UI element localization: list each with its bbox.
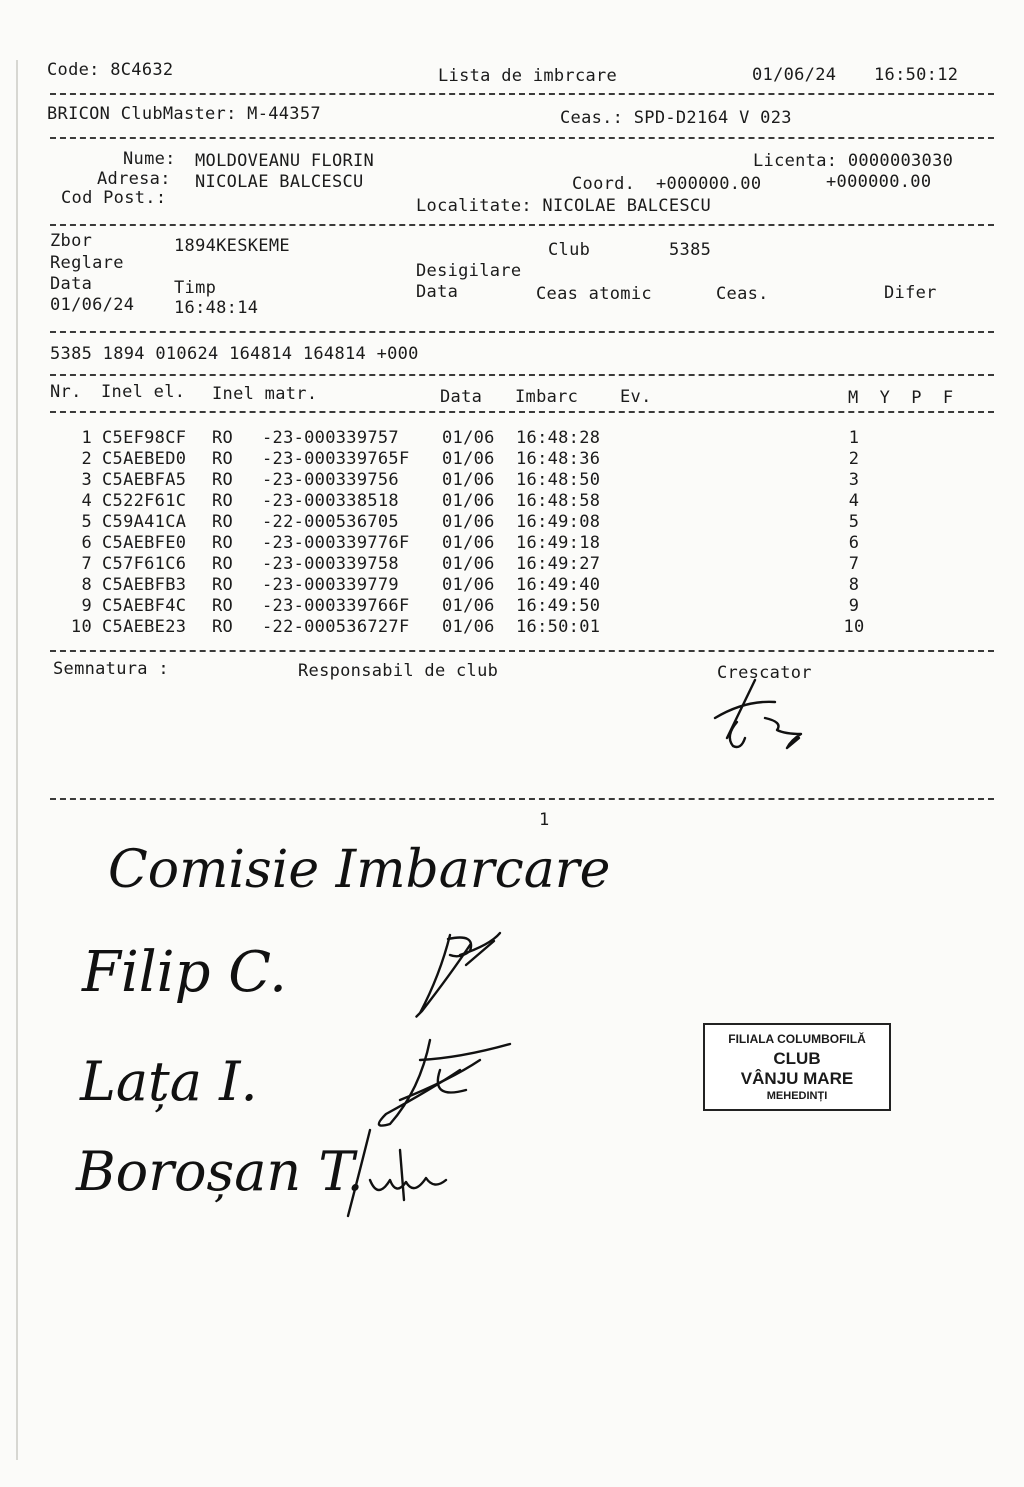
cell-time: 16:49:27 (516, 554, 601, 574)
cell-inel-el: C59A41CA (102, 512, 187, 532)
reglare-time: 16:48:14 (174, 298, 259, 318)
club-number: 5385 (669, 240, 712, 260)
stamp-line-4: MEHEDINȚI (766, 1090, 828, 1102)
cell-inel-el: C5AEBFB3 (102, 575, 187, 595)
cell-m: 9 (848, 596, 860, 616)
cell-time: 16:50:01 (516, 617, 601, 637)
cell-date: 01/06 (442, 512, 495, 532)
document-code: Code: 8C4632 (47, 60, 174, 80)
cell-inel-el: C5AEBE23 (102, 617, 187, 637)
desigilare-date-label: Data (416, 282, 459, 302)
cell-country: RO (212, 491, 234, 511)
cell-country: RO (212, 428, 234, 448)
divider (50, 411, 994, 413)
cell-inel-matr: -23-000339776F (262, 533, 410, 553)
member-3-signature (330, 1120, 460, 1230)
cell-inel-matr: -23-000339757 (262, 428, 399, 448)
cell-nr: 6 (81, 533, 92, 553)
owner-address-label: Adresa: (97, 169, 171, 189)
club-stamp (703, 1023, 891, 1111)
cell-time: 16:49:50 (516, 596, 601, 616)
reglare-label: Reglare (50, 253, 124, 273)
cell-country: RO (212, 470, 234, 490)
locality: Localitate: NICOLAE BALCESCU (416, 196, 711, 216)
reglare-date-label: Data (50, 274, 93, 294)
cell-country: RO (212, 449, 234, 469)
cell-inel-el: C5AEBF4C (102, 596, 187, 616)
col-inel-el: Inel el. (101, 382, 186, 402)
col-imbarc: Imbarc (515, 387, 579, 407)
cell-date: 01/06 (442, 596, 495, 616)
print-date: 01/06/24 (752, 65, 837, 85)
cell-country: RO (212, 596, 234, 616)
document-title: Lista de imbrcare (438, 66, 618, 86)
checksum-line: 5385 1894 010624 164814 164814 +000 (50, 344, 419, 364)
cell-m: 5 (848, 512, 860, 532)
cell-inel-el: C5AEBFA5 (102, 470, 187, 490)
clubmaster-id: BRICON ClubMaster: M-44357 (47, 104, 321, 124)
handwritten-committee-title: Comisie Imbarcare (108, 840, 611, 900)
owner-name: MOLDOVEANU FLORIN (195, 151, 375, 171)
col-ev: Ev. (620, 387, 652, 407)
desigilare-label: Desigilare (416, 261, 522, 281)
cell-country: RO (212, 575, 234, 595)
cell-m: 3 (848, 470, 860, 490)
signature-label: Semnatura : (53, 659, 169, 679)
handwritten-member-3: Boroșan T. (76, 1140, 364, 1203)
cell-time: 16:48:50 (516, 470, 601, 490)
divider (50, 93, 994, 95)
handwritten-member-2: Lața I. (80, 1050, 258, 1113)
handwritten-member-1: Filip C. (82, 940, 287, 1005)
cell-country: RO (212, 554, 234, 574)
cell-time: 16:49:08 (516, 512, 601, 532)
flight-label: Zbor (50, 231, 93, 251)
col-data: Data (440, 387, 483, 407)
cell-inel-matr: -23-000339779 (262, 575, 399, 595)
reglare-date: 01/06/24 (50, 295, 135, 315)
cell-m: 8 (848, 575, 860, 595)
print-time: 16:50:12 (874, 65, 959, 85)
cell-m: 7 (848, 554, 860, 574)
stamp-line-2: CLUB (773, 1049, 821, 1068)
cell-date: 01/06 (442, 533, 495, 553)
coord-y: +000000.00 (826, 172, 932, 192)
cell-date: 01/06 (442, 617, 495, 637)
cell-m: 10 (843, 617, 865, 637)
cell-date: 01/06 (442, 449, 495, 469)
member-1-signature (410, 925, 510, 1025)
page-edge-shadow (16, 60, 18, 1460)
cell-date: 01/06 (442, 470, 495, 490)
divider (50, 374, 994, 376)
cell-m: 4 (848, 491, 860, 511)
divider (50, 224, 994, 226)
stamp-line-1: FILIALA COLUMBOFILĂ (728, 1032, 866, 1046)
divider (50, 798, 994, 800)
cell-country: RO (212, 533, 234, 553)
owner-address: NICOLAE BALCESCU (195, 172, 364, 192)
cell-date: 01/06 (442, 428, 495, 448)
cell-country: RO (212, 512, 234, 532)
cell-nr: 8 (81, 575, 92, 595)
cell-date: 01/06 (442, 554, 495, 574)
cell-inel-matr: -23-000338518 (262, 491, 399, 511)
breeder-signature (715, 678, 815, 753)
cell-nr: 7 (81, 554, 92, 574)
cell-time: 16:49:18 (516, 533, 601, 553)
owner-name-label: Nume: (123, 149, 176, 169)
cell-time: 16:48:58 (516, 491, 601, 511)
cell-inel-el: C522F61C (102, 491, 187, 511)
coord-x: +000000.00 (656, 174, 762, 194)
clock-id: Ceas.: SPD-D2164 V 023 (560, 108, 792, 128)
club-responsible-label: Responsabil de club (298, 661, 499, 681)
reglare-time-label: Timp (174, 278, 217, 298)
atomic-clock-label: Ceas atomic (536, 284, 652, 304)
cell-nr: 3 (81, 470, 92, 490)
stamp-line-3: VÂNJU MARE (740, 1069, 854, 1088)
cell-time: 16:48:28 (516, 428, 601, 448)
divider (50, 650, 994, 652)
cell-inel-matr: -23-000339758 (262, 554, 399, 574)
cell-inel-matr: -23-000339765F (262, 449, 410, 469)
col-nr: Nr. (50, 382, 82, 402)
cell-time: 16:49:40 (516, 575, 601, 595)
cell-inel-matr: -23-000339756 (262, 470, 399, 490)
cell-date: 01/06 (442, 575, 495, 595)
page-number: 1 (539, 810, 550, 830)
clock-label: Ceas. (716, 284, 769, 304)
cell-m: 1 (848, 428, 860, 448)
cell-inel-matr: -23-000339766F (262, 596, 410, 616)
cell-nr: 1 (81, 428, 92, 448)
cell-inel-el: C57F61C6 (102, 554, 187, 574)
flight-code: 1894KESKEME (174, 236, 290, 256)
cell-nr: 4 (81, 491, 92, 511)
breeder-label: Crescator (717, 663, 812, 683)
cell-country: RO (212, 617, 234, 637)
cell-m: 2 (848, 449, 860, 469)
license-number: Licenta: 0000003030 (753, 151, 954, 171)
cell-nr: 5 (81, 512, 92, 532)
cell-inel-matr: -22-000536727F (262, 617, 410, 637)
cell-nr: 2 (81, 449, 92, 469)
col-flags: M Y P F (848, 388, 954, 408)
cell-time: 16:48:36 (516, 449, 601, 469)
difference-label: Difer (884, 283, 937, 303)
divider (50, 331, 994, 333)
cell-m: 6 (848, 533, 860, 553)
cell-inel-el: C5AEBFE0 (102, 533, 187, 553)
cell-nr: 9 (81, 596, 92, 616)
postal-code-label: Cod Post.: (61, 188, 167, 208)
cell-inel-matr: -22-000536705 (262, 512, 399, 532)
coord-label: Coord. (572, 174, 636, 194)
col-inel-matr: Inel matr. (212, 384, 318, 404)
cell-inel-el: C5EF98CF (102, 428, 187, 448)
cell-date: 01/06 (442, 491, 495, 511)
club-label: Club (548, 240, 591, 260)
divider (50, 137, 994, 139)
cell-nr: 10 (70, 617, 92, 637)
cell-inel-el: C5AEBED0 (102, 449, 187, 469)
